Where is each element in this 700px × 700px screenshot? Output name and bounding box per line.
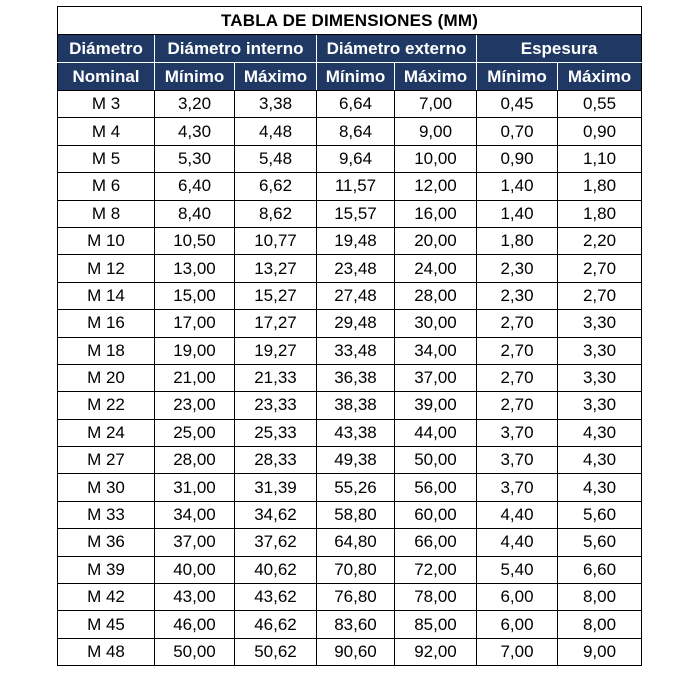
table-row (58, 529, 642, 556)
thickness-min-cell: 1,80 (477, 227, 558, 254)
thickness-max-cell: 5,60 (558, 529, 642, 556)
nominal-cell: M 14 (58, 282, 155, 309)
nominal-cell: M 36 (58, 529, 155, 556)
external-min-cell: 36,38 (317, 364, 395, 391)
external-min-cell: 58,80 (317, 501, 395, 528)
thickness-max-cell: 2,70 (558, 255, 642, 282)
nominal-cell: M 5 (58, 145, 155, 172)
external-max-cell: 28,00 (395, 282, 477, 309)
nominal-cell: M 20 (58, 364, 155, 391)
internal-min-cell: 50,00 (155, 638, 235, 665)
external-min-cell: 11,57 (317, 173, 395, 200)
thickness-max-cell: 3,30 (558, 392, 642, 419)
internal-min-cell: 17,00 (155, 310, 235, 337)
external-max-cell: 37,00 (395, 364, 477, 391)
internal-min-cell: 19,00 (155, 337, 235, 364)
internal-min-cell: 46,00 (155, 611, 235, 638)
table-row (58, 145, 642, 172)
header-internal-diameter: Diámetro interno (155, 35, 317, 63)
internal-max-cell: 37,62 (235, 529, 317, 556)
nominal-cell: M 4 (58, 118, 155, 145)
thickness-min-cell: 1,40 (477, 173, 558, 200)
external-max-cell: 10,00 (395, 145, 477, 172)
external-min-cell: 6,64 (317, 91, 395, 118)
header-row-top (58, 35, 642, 63)
internal-max-cell: 31,39 (235, 474, 317, 501)
internal-min-cell: 4,30 (155, 118, 235, 145)
external-max-cell: 92,00 (395, 638, 477, 665)
internal-max-cell: 43,62 (235, 584, 317, 611)
table-row (58, 556, 642, 583)
internal-max-cell: 34,62 (235, 501, 317, 528)
external-min-cell: 83,60 (317, 611, 395, 638)
thickness-min-cell: 2,30 (477, 282, 558, 309)
external-max-cell: 20,00 (395, 227, 477, 254)
nominal-cell: M 48 (58, 638, 155, 665)
internal-max-cell: 17,27 (235, 310, 317, 337)
thickness-min-cell: 2,30 (477, 255, 558, 282)
internal-max-cell: 5,48 (235, 145, 317, 172)
internal-min-cell: 15,00 (155, 282, 235, 309)
thickness-max-cell: 4,30 (558, 474, 642, 501)
thickness-min-cell: 0,90 (477, 145, 558, 172)
header-nominal-diameter: Diámetro (58, 35, 155, 63)
header-external-diameter: Diámetro externo (317, 35, 477, 63)
thickness-max-cell: 6,60 (558, 556, 642, 583)
dimensions-table-container (57, 6, 641, 666)
external-max-cell: 60,00 (395, 501, 477, 528)
internal-max-cell: 50,62 (235, 638, 317, 665)
table-row (58, 447, 642, 474)
external-max-cell: 34,00 (395, 337, 477, 364)
thickness-min-cell: 0,45 (477, 91, 558, 118)
header-external-max: Máximo (395, 63, 477, 91)
external-max-cell: 12,00 (395, 173, 477, 200)
external-min-cell: 19,48 (317, 227, 395, 254)
internal-max-cell: 8,62 (235, 200, 317, 227)
thickness-min-cell: 6,00 (477, 584, 558, 611)
internal-min-cell: 43,00 (155, 584, 235, 611)
thickness-min-cell: 4,40 (477, 529, 558, 556)
external-max-cell: 44,00 (395, 419, 477, 446)
external-max-cell: 85,00 (395, 611, 477, 638)
nominal-cell: M 33 (58, 501, 155, 528)
nominal-cell: M 22 (58, 392, 155, 419)
thickness-max-cell: 1,80 (558, 200, 642, 227)
internal-max-cell: 19,27 (235, 337, 317, 364)
nominal-cell: M 12 (58, 255, 155, 282)
external-max-cell: 30,00 (395, 310, 477, 337)
external-min-cell: 9,64 (317, 145, 395, 172)
table-row (58, 173, 642, 200)
external-min-cell: 33,48 (317, 337, 395, 364)
table-body (58, 91, 642, 666)
nominal-cell: M 16 (58, 310, 155, 337)
nominal-cell: M 27 (58, 447, 155, 474)
internal-min-cell: 6,40 (155, 173, 235, 200)
thickness-min-cell: 1,40 (477, 200, 558, 227)
thickness-max-cell: 2,20 (558, 227, 642, 254)
table-row (58, 474, 642, 501)
internal-min-cell: 10,50 (155, 227, 235, 254)
table-row (58, 91, 642, 118)
header-external-min: Mínimo (317, 63, 395, 91)
thickness-min-cell: 3,70 (477, 419, 558, 446)
internal-max-cell: 25,33 (235, 419, 317, 446)
external-min-cell: 23,48 (317, 255, 395, 282)
table-row (58, 227, 642, 254)
internal-max-cell: 28,33 (235, 447, 317, 474)
table-row (58, 337, 642, 364)
header-nominal: Nominal (58, 63, 155, 91)
external-max-cell: 72,00 (395, 556, 477, 583)
external-max-cell: 7,00 (395, 91, 477, 118)
internal-min-cell: 28,00 (155, 447, 235, 474)
dimensions-table (57, 6, 642, 666)
internal-min-cell: 21,00 (155, 364, 235, 391)
nominal-cell: M 18 (58, 337, 155, 364)
table-row (58, 638, 642, 665)
external-min-cell: 29,48 (317, 310, 395, 337)
thickness-min-cell: 3,70 (477, 474, 558, 501)
internal-min-cell: 5,30 (155, 145, 235, 172)
internal-min-cell: 8,40 (155, 200, 235, 227)
nominal-cell: M 6 (58, 173, 155, 200)
header-row-bottom (58, 63, 642, 91)
table-row (58, 584, 642, 611)
internal-max-cell: 3,38 (235, 91, 317, 118)
thickness-max-cell: 3,30 (558, 364, 642, 391)
external-max-cell: 39,00 (395, 392, 477, 419)
external-min-cell: 38,38 (317, 392, 395, 419)
internal-min-cell: 25,00 (155, 419, 235, 446)
header-thickness-min: Mínimo (477, 63, 558, 91)
internal-max-cell: 23,33 (235, 392, 317, 419)
table-row (58, 255, 642, 282)
external-max-cell: 56,00 (395, 474, 477, 501)
external-max-cell: 66,00 (395, 529, 477, 556)
table-row (58, 200, 642, 227)
external-min-cell: 8,64 (317, 118, 395, 145)
thickness-min-cell: 2,70 (477, 310, 558, 337)
thickness-min-cell: 2,70 (477, 337, 558, 364)
external-max-cell: 24,00 (395, 255, 477, 282)
nominal-cell: M 30 (58, 474, 155, 501)
external-min-cell: 55,26 (317, 474, 395, 501)
thickness-min-cell: 2,70 (477, 392, 558, 419)
thickness-max-cell: 0,55 (558, 91, 642, 118)
header-thickness: Espesura (477, 35, 642, 63)
header-thickness-max: Máximo (558, 63, 642, 91)
internal-min-cell: 3,20 (155, 91, 235, 118)
thickness-min-cell: 3,70 (477, 447, 558, 474)
external-min-cell: 90,60 (317, 638, 395, 665)
internal-min-cell: 40,00 (155, 556, 235, 583)
thickness-max-cell: 8,00 (558, 611, 642, 638)
external-min-cell: 15,57 (317, 200, 395, 227)
nominal-cell: M 3 (58, 91, 155, 118)
internal-max-cell: 40,62 (235, 556, 317, 583)
thickness-max-cell: 9,00 (558, 638, 642, 665)
external-min-cell: 70,80 (317, 556, 395, 583)
table-title: TABLA DE DIMENSIONES (MM) (58, 7, 642, 35)
table-row (58, 310, 642, 337)
table-row (58, 611, 642, 638)
thickness-min-cell: 7,00 (477, 638, 558, 665)
external-min-cell: 27,48 (317, 282, 395, 309)
thickness-max-cell: 1,10 (558, 145, 642, 172)
internal-max-cell: 6,62 (235, 173, 317, 200)
thickness-max-cell: 3,30 (558, 310, 642, 337)
thickness-max-cell: 0,90 (558, 118, 642, 145)
internal-max-cell: 10,77 (235, 227, 317, 254)
table-row (58, 118, 642, 145)
internal-max-cell: 21,33 (235, 364, 317, 391)
thickness-max-cell: 1,80 (558, 173, 642, 200)
thickness-min-cell: 4,40 (477, 501, 558, 528)
internal-max-cell: 13,27 (235, 255, 317, 282)
thickness-max-cell: 4,30 (558, 419, 642, 446)
internal-min-cell: 23,00 (155, 392, 235, 419)
internal-max-cell: 46,62 (235, 611, 317, 638)
header-internal-min: Mínimo (155, 63, 235, 91)
header-internal-max: Máximo (235, 63, 317, 91)
thickness-max-cell: 8,00 (558, 584, 642, 611)
internal-max-cell: 4,48 (235, 118, 317, 145)
nominal-cell: M 8 (58, 200, 155, 227)
internal-min-cell: 34,00 (155, 501, 235, 528)
internal-min-cell: 37,00 (155, 529, 235, 556)
external-max-cell: 16,00 (395, 200, 477, 227)
internal-max-cell: 15,27 (235, 282, 317, 309)
table-row (58, 364, 642, 391)
thickness-min-cell: 6,00 (477, 611, 558, 638)
thickness-min-cell: 0,70 (477, 118, 558, 145)
external-max-cell: 78,00 (395, 584, 477, 611)
thickness-max-cell: 3,30 (558, 337, 642, 364)
external-min-cell: 49,38 (317, 447, 395, 474)
table-row (58, 282, 642, 309)
nominal-cell: M 42 (58, 584, 155, 611)
thickness-max-cell: 5,60 (558, 501, 642, 528)
table-row (58, 392, 642, 419)
thickness-max-cell: 2,70 (558, 282, 642, 309)
thickness-max-cell: 4,30 (558, 447, 642, 474)
nominal-cell: M 24 (58, 419, 155, 446)
external-min-cell: 76,80 (317, 584, 395, 611)
thickness-min-cell: 2,70 (477, 364, 558, 391)
table-row (58, 501, 642, 528)
thickness-min-cell: 5,40 (477, 556, 558, 583)
nominal-cell: M 39 (58, 556, 155, 583)
external-max-cell: 50,00 (395, 447, 477, 474)
external-max-cell: 9,00 (395, 118, 477, 145)
internal-min-cell: 13,00 (155, 255, 235, 282)
nominal-cell: M 10 (58, 227, 155, 254)
internal-min-cell: 31,00 (155, 474, 235, 501)
external-min-cell: 64,80 (317, 529, 395, 556)
table-row (58, 419, 642, 446)
nominal-cell: M 45 (58, 611, 155, 638)
external-min-cell: 43,38 (317, 419, 395, 446)
